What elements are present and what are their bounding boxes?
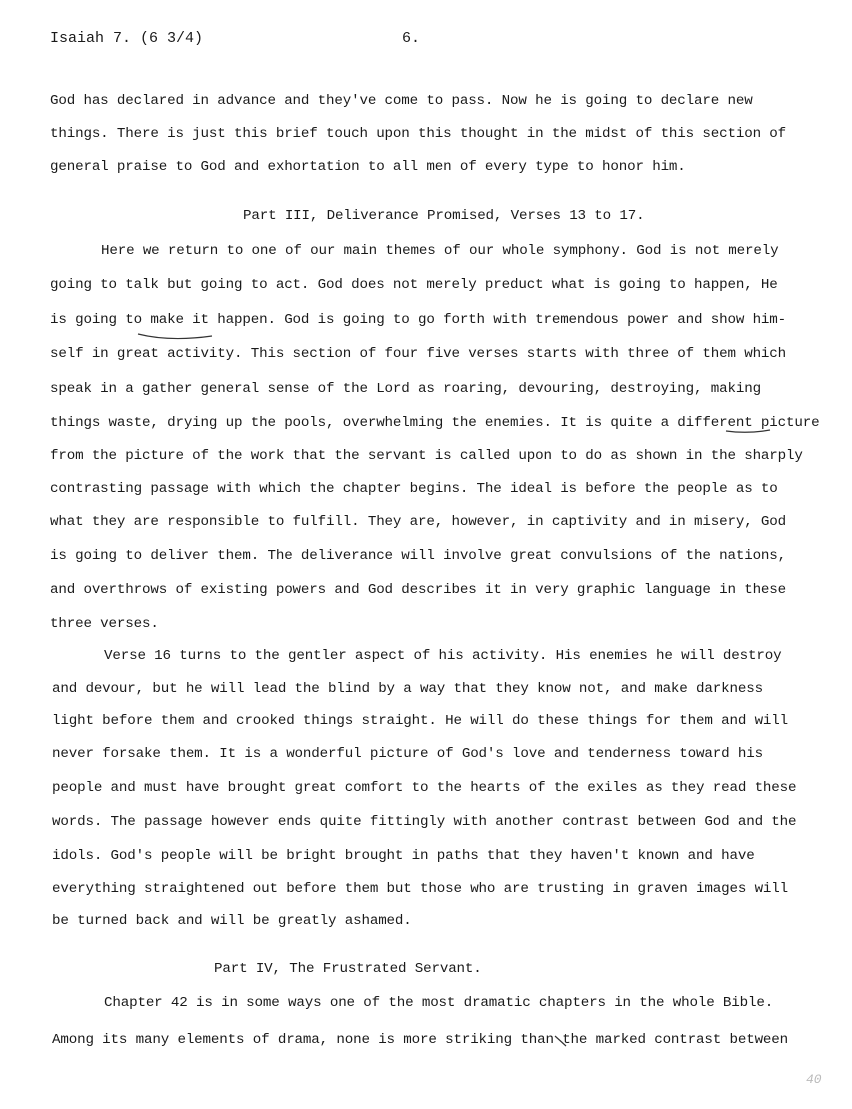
text-line: Among its many elements of drama, none is more striking than the marked contrast between: [52, 1032, 789, 1048]
text-line: be turned back and will be greatly ashamed.: [52, 913, 412, 929]
handwritten-underline: [138, 334, 212, 339]
text-line: and devour, but he will lead the blind by a way that they know not, and make darkness: [52, 681, 763, 697]
text-line: people and must have brought great comfort to the hearts of the exiles as they read these: [52, 780, 797, 796]
text-line: Here we return to one of our main themes of our whole symphony. God is not merely: [101, 243, 779, 259]
text-line: going to talk but going to act. God does not merely preduct what is going to happen, He: [50, 277, 778, 293]
text-line: things waste, drying up the pools, overwhelming the enemies. It is quite a different picture: [50, 415, 820, 431]
text-line: and overthrows of existing powers and God describes it in very graphic language in these: [50, 582, 787, 598]
text-line: never forsake them. It is a wonderful picture of God's love and tenderness toward his: [52, 746, 763, 762]
text-line: Verse 16 turns to the gentler aspect of his activity. His enemies he will destroy: [104, 648, 782, 664]
text-line: contrasting passage with which the chapter begins. The ideal is before the people as to: [50, 481, 778, 497]
page-number: 6.: [402, 30, 421, 47]
text-line: Chapter 42 is in some ways one of the most dramatic chapters in the whole Bible.: [104, 995, 774, 1011]
handwritten-strike: [555, 1036, 566, 1046]
text-line: what they are responsible to fulfill. They are, however, in captivity and in misery, God: [50, 514, 787, 530]
document-header-title: Isaiah 7. (6 3/4): [50, 30, 204, 47]
text-line: things. There is just this brief touch upon this thought in the midst of this section of: [50, 126, 787, 142]
text-line: is going to deliver them. The deliverance will involve great convulsions of the nations,: [50, 548, 787, 564]
text-line: speak in a gather general sense of the Lord as roaring, devouring, destroying, making: [50, 381, 761, 397]
text-line: is going to make it happen. God is going to go forth with tremendous power and show him-: [50, 312, 787, 328]
text-line: God has declared in advance and they've come to pass. Now he is going to declare new: [50, 93, 753, 109]
text-line: light before them and crooked things straight. He will do these things for them and will: [52, 713, 789, 729]
text-line: from the picture of the work that the servant is called upon to do as shown in the sharply: [50, 448, 803, 464]
text-line: idols. God's people will be bright brought in paths that they haven't known and have: [52, 848, 755, 864]
section-heading: Part III, Deliverance Promised, Verses 13 to 17.: [243, 208, 645, 224]
section-heading: Part IV, The Frustrated Servant.: [214, 961, 482, 977]
handwritten-underline: [726, 430, 770, 432]
text-line: everything straightened out before them but those who are trusting in graven images will: [52, 881, 789, 897]
text-line: three verses.: [50, 616, 159, 632]
text-line: self in great activity. This section of four five verses starts with three of them which: [50, 346, 787, 362]
text-line: general praise to God and exhortation to all men of every type to honor him.: [50, 159, 686, 175]
margin-note: 40: [806, 1072, 822, 1087]
text-line: words. The passage however ends quite fittingly with another contrast between God and the: [52, 814, 797, 830]
